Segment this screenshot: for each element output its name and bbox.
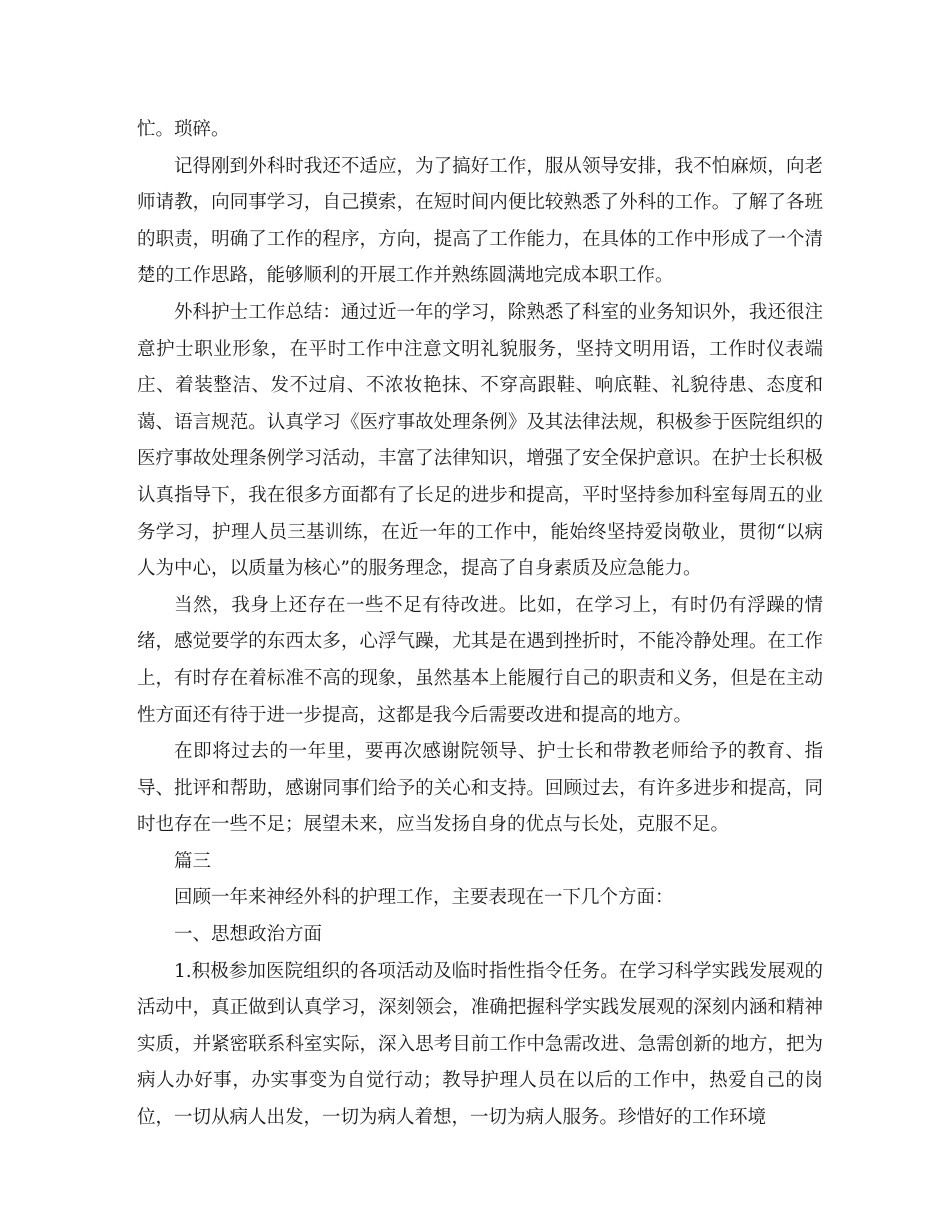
paragraph-continuation: 忙。琐碎。 bbox=[137, 119, 230, 140]
subheading-ideology: 一、思想政治方面 bbox=[174, 924, 323, 946]
paragraph-item-one: 1.积极参加医院组织的各项活动及临时指性指令任务。在学习科学实践发展观的活动中，真正做到认真学习，深刻领会，准确把握科学实践发展观的深刻内涵和精神实质，并紧密联系科室实际，深入思考目前工作中急需改进、急需创新的地方，把为病人办好事，办实事变为自觉行动；教导护理人员在以后的工作中，热爱自己的岗位，一切从病人出发，一切为病人着想，一切为病人服务。珍惜好的工作环境 bbox=[137, 960, 823, 1129]
paragraph-thanks: 在即将过去的一年里，要再次感谢院领导、护士长和带教老师给予的教育、指导、批评和帮助，感谢同事们给予的关心和支持。回顾过去，有许多进步和提高，同时也存在一些不足；展望未来，应当发扬自身的优点与长处，克服不足。 bbox=[137, 741, 823, 836]
paragraph-surgery-start: 记得刚到外科时我还不适应，为了搞好工作，服从领导安排，我不怕麻烦，向老师请教，向同事学习，自己摸索，在短时间内便比较熟悉了外科的工作。了解了各班的职责，明确了工作的程序，方向，提高了工作能力，在具体的工作中形成了一个清楚的工作思路，能够顺利的开展工作并熟练圆满地完成本职工作。 bbox=[137, 155, 823, 287]
document-body bbox=[137, 112, 823, 1137]
paragraph-nurse-summary: 外科护士工作总结：通过近一年的学习，除熟悉了科室的业务知识外，我还很注意护士职业形象，在平时工作中注意文明礼貌服务，坚持文明用语，工作时仪表端庄、着装整洁、发不过肩、不浓妆艳抹、不穿高跟鞋、响底鞋、礼貌待患、态度和蔼、语言规范。认真学习《医疗事故处理条例》及其法律法规，积极参于医院组织的医疗事故处理条例学习活动，丰富了法律知识，增强了安全保护意识。在护士长积极认真指导下，我在很多方面都有了长足的进步和提高，平时坚持参加科室每周五的业务学习，护理人员三基训练，在近一年的工作中，能始终坚持爱岗敬业，贯彻“以病人为中心，以质量为核心”的服务理念，提高了自身素质及应急能力。 bbox=[137, 301, 823, 580]
paragraph-shortcomings: 当然，我身上还存在一些不足有待改进。比如，在学习上，有时仍有浮躁的情绪，感觉要学的东西太多，心浮气躁，尤其是在遇到挫折时，不能冷静处理。在工作上，有时存在着标准不高的现象，虽然基本上能履行自己的职责和义务，但是在主动性方面还有待于进一步提高，这都是我今后需要改进和提高的地方。 bbox=[137, 594, 823, 726]
paragraph-review-intro: 回顾一年来神经外科的护理工作，主要表现在一下几个方面： bbox=[174, 887, 674, 909]
section-heading-part-three: 篇三 bbox=[174, 850, 212, 872]
